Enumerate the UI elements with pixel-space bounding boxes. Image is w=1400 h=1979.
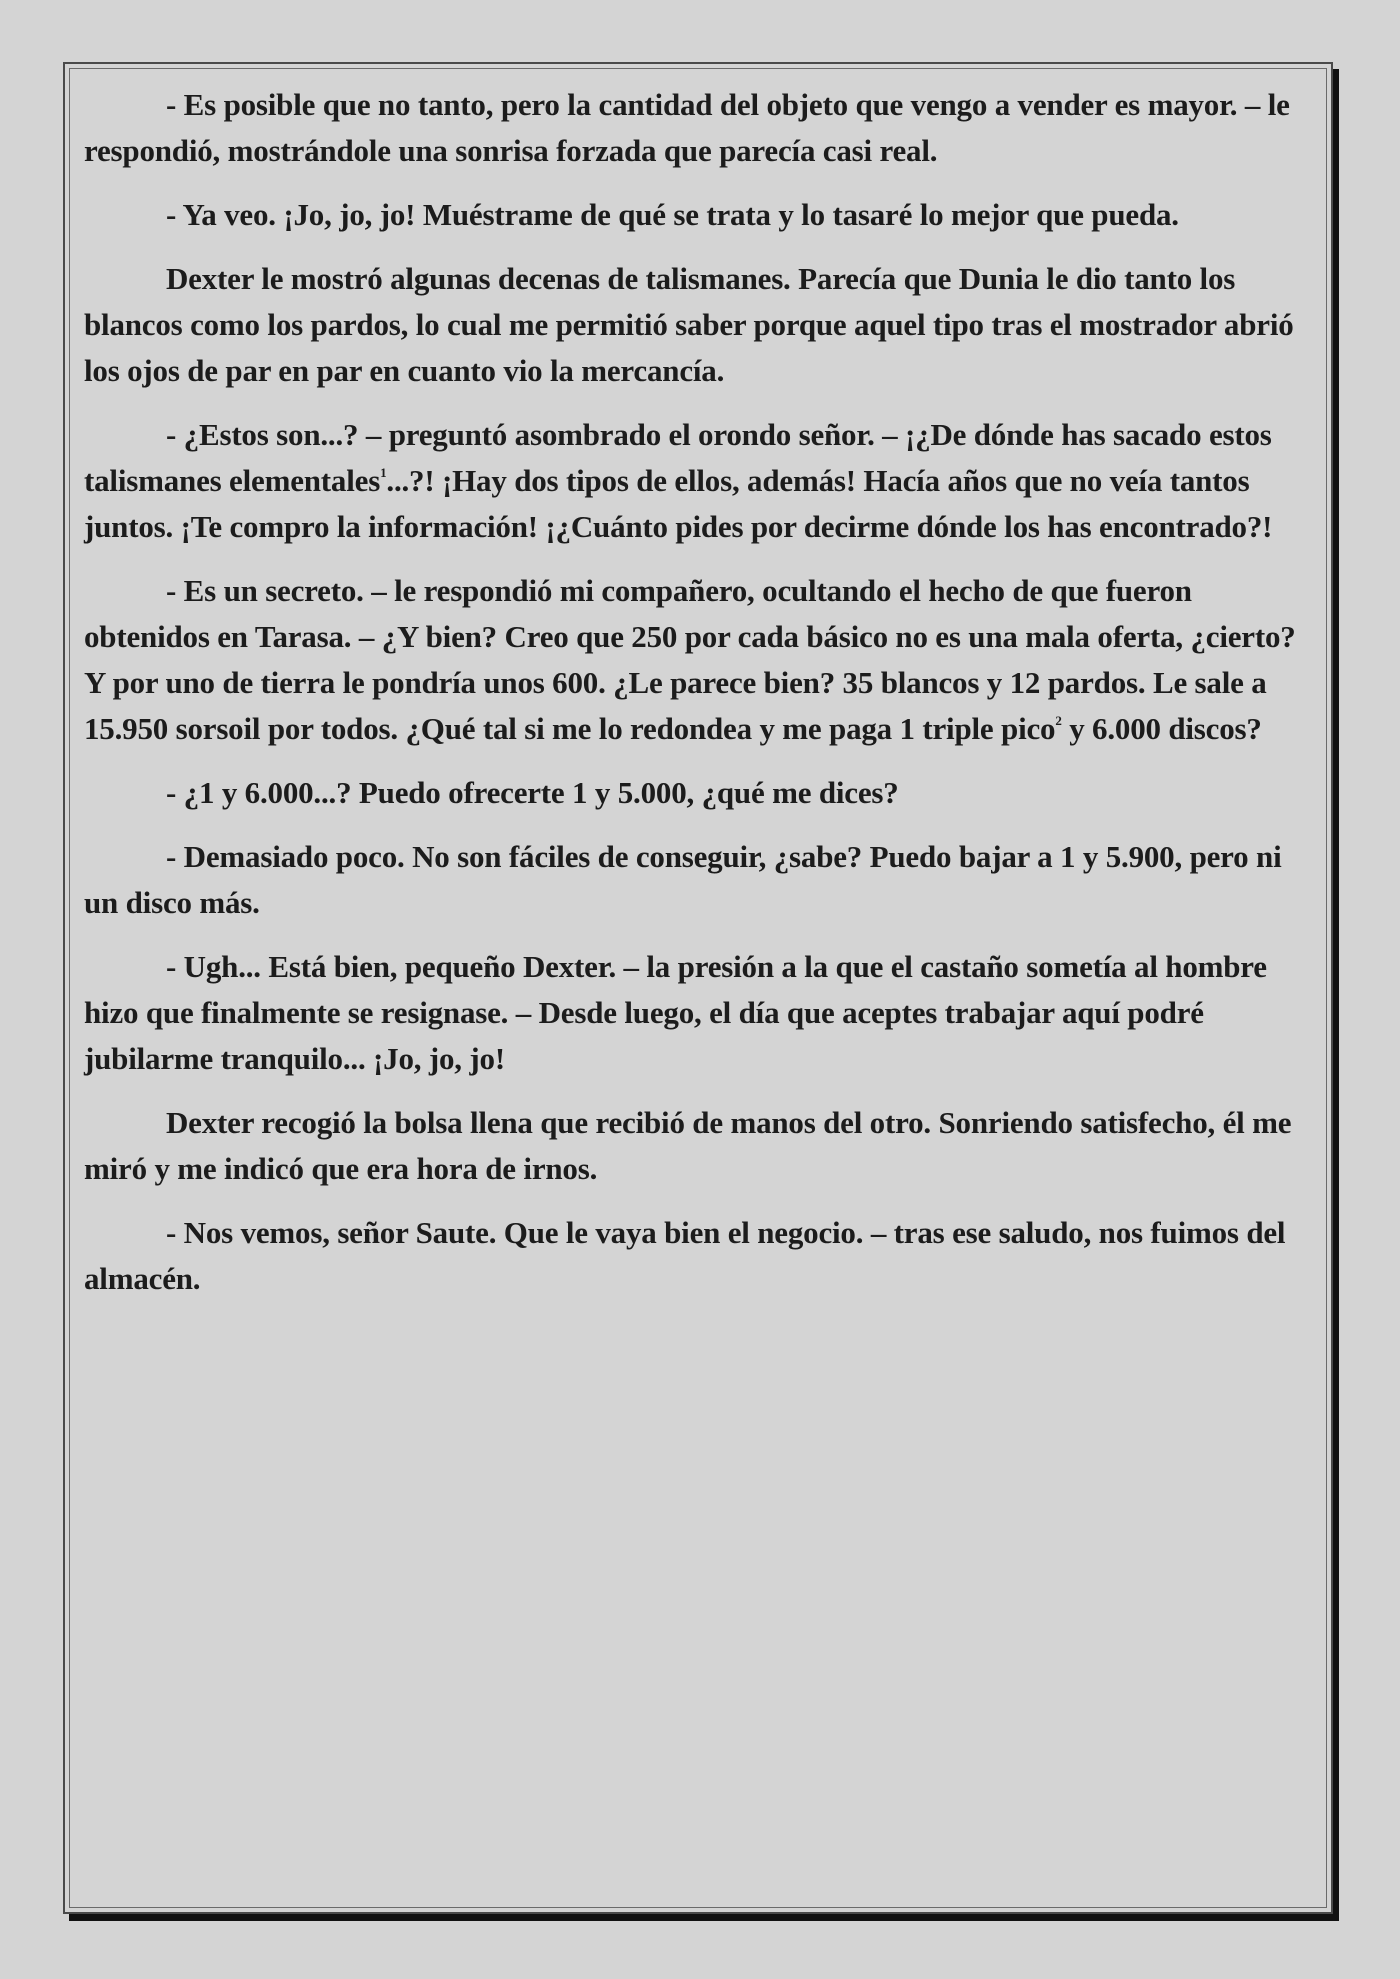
paragraph-5 xyxy=(84,568,1320,752)
paragraph-4-text-after: ...?! ¡Hay dos tipos de ellos, además! Hacía años que no veía tantos juntos. ¡Te compro la información! ¡¿Cuánto pides por decirme dónde los has encontrado?! xyxy=(84,463,1273,544)
document-body xyxy=(84,82,1320,1320)
paragraph-2: - Ya veo. ¡Jo, jo, jo! Muéstrame de qué se trata y lo tasaré lo mejor que pueda. xyxy=(166,197,1179,232)
footnote-marker-1: 1 xyxy=(380,465,387,480)
paragraph-4-text-before: - ¿Estos son...? – preguntó asombrado el orondo señor. – ¡¿De dónde has sacado estos talismanes elementales xyxy=(84,417,1272,498)
paragraph-6: - ¿1 y 6.000...? Puedo ofrecerte 1 y 5.000, ¿qué me dices? xyxy=(166,775,899,810)
paragraph-7: - Demasiado poco. No son fáciles de conseguir, ¿sabe? Puedo bajar a 1 y 5.900, pero ni un disco más. xyxy=(84,839,1282,920)
paragraph-9: Dexter recogió la bolsa llena que recibió de manos del otro. Sonriendo satisfecho, él me miró y me indicó que era hora de irnos. xyxy=(84,1105,1292,1186)
paragraph-5-text-before: - Es un secreto. – le respondió mi compañero, ocultando el hecho de que fueron obtenidos en Tarasa. – ¿Y bien? Creo que 250 por cada básico no es una mala oferta, ¿cierto? Y por uno de tierra le pondría unos 600. ¿Le parece bien? 35 blancos y 12 pardos. Le sale a 15.950 sorsoil por todos. ¿Qué tal si me lo redondea y me paga 1 triple pico xyxy=(84,573,1296,746)
paragraph-4 xyxy=(84,412,1320,550)
paragraph-1: - Es posible que no tanto, pero la cantidad del objeto que vengo a vender es mayor. – le respondió, mostrándole una sonrisa forzada que parecía casi real. xyxy=(84,87,1290,168)
paragraph-3: Dexter le mostró algunas decenas de talismanes. Parecía que Dunia le dio tanto los blancos como los pardos, lo cual me permitió saber porque aquel tipo tras el mostrador abrió los ojos de par en par en cuanto vio la mercancía. xyxy=(84,261,1294,388)
paragraph-5-text-after: y 6.000 discos? xyxy=(1061,711,1262,746)
footnote-marker-2: 2 xyxy=(1055,713,1062,728)
paragraph-10: - Nos vemos, señor Saute. Que le vaya bien el negocio. – tras ese saludo, nos fuimos del almacén. xyxy=(84,1215,1286,1296)
paragraph-8: - Ugh... Está bien, pequeño Dexter. – la presión a la que el castaño sometía al hombre hizo que finalmente se resignase. – Desde luego, el día que aceptes trabajar aquí podré jubilarme tranquilo... ¡Jo, jo, jo! xyxy=(84,949,1267,1076)
